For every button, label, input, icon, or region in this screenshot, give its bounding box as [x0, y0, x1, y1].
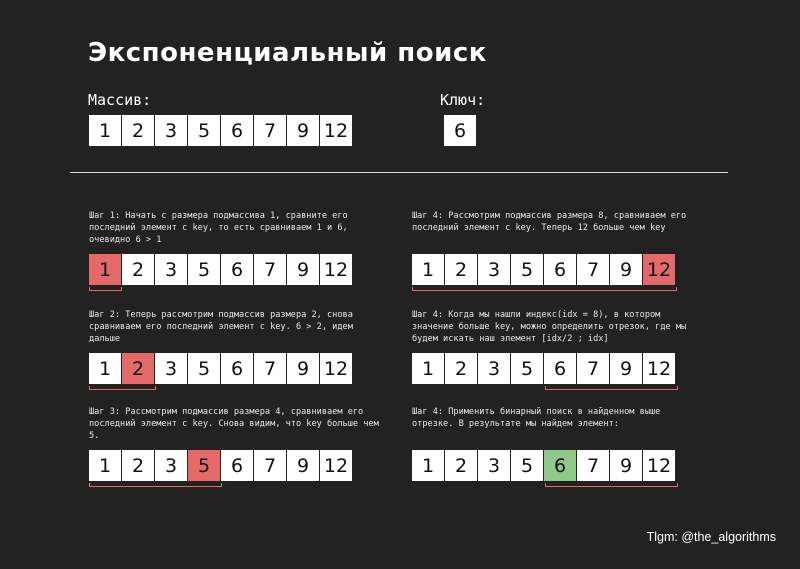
- array-cell: 9: [610, 450, 642, 481]
- array-cell: 1: [412, 353, 444, 384]
- step-1-text: Шаг 1: Начать с размера подмассива 1, сравните его последний элемент с key, то есть сравниваем 1 и 6, очевидно 6 > 1: [89, 211, 348, 245]
- step-2-text: Шаг 2: Теперь рассмотрим подмассив размера 2, снова сравниваем его последний элемент с key. 6 > 2, идем дальше: [89, 310, 353, 344]
- step-1-array: [88, 253, 353, 286]
- subarray-bracket: [89, 287, 122, 291]
- array-cell: 2: [122, 254, 154, 285]
- array-cell: 12: [320, 115, 352, 146]
- array-cell: 3: [155, 353, 187, 384]
- array-cell: 7: [254, 115, 286, 146]
- array-cell: 9: [610, 254, 642, 285]
- array-cell: 5: [511, 353, 543, 384]
- step-6-text: Шаг 4: Применить бинарный поиск в найденном выше отрезке. В результате мы найдем элемент:: [412, 407, 661, 429]
- array-cell: 9: [610, 353, 642, 384]
- array-cell-highlighted: 5: [188, 450, 220, 481]
- array-cell: 5: [188, 115, 220, 146]
- step-2-array: [88, 352, 353, 385]
- array-cell: 3: [478, 353, 510, 384]
- array-cell: 7: [577, 450, 609, 481]
- array-cell: 1: [89, 450, 121, 481]
- array-cell: 12: [320, 450, 352, 481]
- subarray-bracket: [545, 386, 678, 390]
- array-cell: 6: [221, 450, 253, 481]
- array-cell-highlighted: 12: [643, 254, 675, 285]
- array-cell: 3: [155, 450, 187, 481]
- array-cell: 3: [155, 254, 187, 285]
- array-cell: 2: [122, 115, 154, 146]
- array-cell: 2: [122, 450, 154, 481]
- array-cell: 9: [287, 353, 319, 384]
- array-cell: 5: [511, 450, 543, 481]
- step-6-array: [411, 449, 676, 482]
- array-cell: 2: [445, 254, 477, 285]
- array-cell: 12: [320, 254, 352, 285]
- step-5-text: Шаг 4: Когда мы нашли индекс(idx = 8), в котором значение больше key, можно определить отрезок, где мы будем искать наш элемент [idx/2 ; idx]: [412, 310, 687, 344]
- array-cell: 2: [445, 353, 477, 384]
- array-cell: 9: [287, 450, 319, 481]
- array-label: Массив:: [88, 91, 152, 109]
- array-cell: 7: [254, 353, 286, 384]
- key-cell: 6: [444, 115, 476, 146]
- array-cell: 7: [254, 254, 286, 285]
- array-cell: 6: [221, 115, 253, 146]
- step-4-array: [411, 253, 676, 286]
- main-array: [88, 114, 353, 147]
- key-label: Ключ:: [440, 91, 486, 109]
- array-cell-found: 6: [544, 450, 576, 481]
- page-title: Экспоненциальный поиск: [88, 38, 487, 68]
- footer-credit: Tlgm: @the_algorithms: [646, 530, 776, 544]
- array-cell: 7: [254, 450, 286, 481]
- array-cell: 2: [445, 450, 477, 481]
- array-cell-highlighted: 1: [89, 254, 121, 285]
- array-cell: 1: [89, 115, 121, 146]
- array-cell: 3: [155, 115, 187, 146]
- step-5-array: [411, 352, 676, 385]
- array-cell: 6: [221, 254, 253, 285]
- array-cell: 3: [478, 254, 510, 285]
- array-cell: 9: [287, 115, 319, 146]
- array-cell: 3: [478, 450, 510, 481]
- array-cell: 12: [643, 450, 675, 481]
- step-3-text: Шаг 3: Рассмотрим подмассив размера 4, сравниваем его последний элемент с key. Снова видим, что key больше чем 5.: [89, 407, 379, 441]
- array-cell: 7: [577, 353, 609, 384]
- array-cell: 12: [320, 353, 352, 384]
- array-cell: 9: [287, 254, 319, 285]
- array-cell: 5: [188, 353, 220, 384]
- array-cell: 5: [188, 254, 220, 285]
- subarray-bracket: [89, 483, 222, 487]
- subarray-bracket: [89, 386, 156, 390]
- array-cell-highlighted: 2: [122, 353, 154, 384]
- array-cell: 5: [511, 254, 543, 285]
- array-cell: 7: [577, 254, 609, 285]
- step-3-array: [88, 449, 353, 482]
- array-cell: 6: [544, 254, 576, 285]
- subarray-bracket: [545, 483, 678, 487]
- array-cell: 6: [221, 353, 253, 384]
- array-cell: 6: [544, 353, 576, 384]
- array-cell: 1: [412, 254, 444, 285]
- array-cell: 12: [643, 353, 675, 384]
- key-box: [443, 114, 477, 147]
- array-cell: 1: [89, 353, 121, 384]
- array-cell: 1: [412, 450, 444, 481]
- step-4-text: Шаг 4: Рассмотрим подмассив размера 8, сравниваем его последний элемент с key. Теперь 12 больше чем key: [412, 211, 687, 233]
- subarray-bracket: [412, 287, 677, 291]
- divider: [70, 172, 728, 173]
